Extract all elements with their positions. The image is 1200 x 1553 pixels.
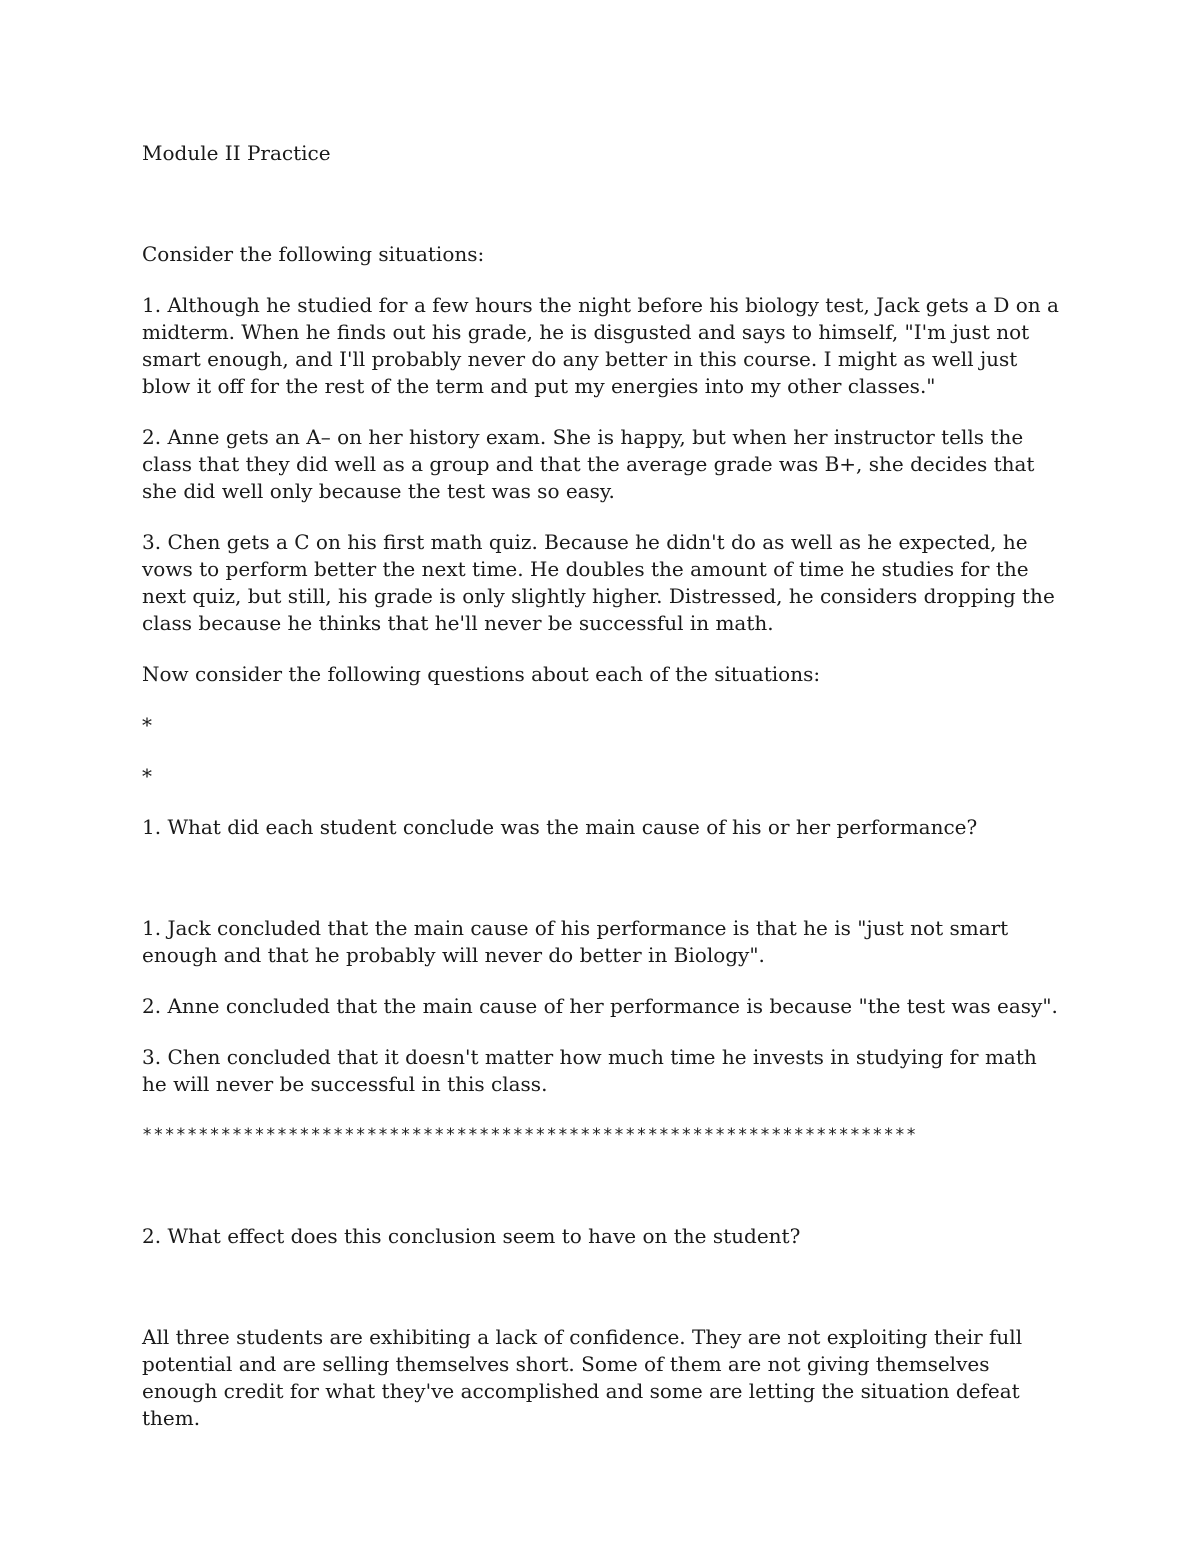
separator-line: ********************************************************************* (142, 1125, 918, 1145)
answer-2: All three students are exhibiting a lack of confidence. They are not exploiting their full potential and are selling themselves short. Some of them are not giving themselves enough credit for what they've accomplished and some are letting the situation defeat them. (142, 1325, 1023, 1430)
answer-1-anne: 2. Anne concluded that the main cause of her performance is because "the test was easy". (142, 994, 1058, 1018)
bullet-star: * (142, 713, 152, 737)
document-title: Module II Practice (142, 141, 331, 165)
situation-2: 2. Anne gets an A– on her history exam. She is happy, but when her instructor tells the class that they did well as a group and that the average grade was B+, she decides that she did well only because the test was so easy. (142, 425, 1035, 503)
question-1: 1. What did each student conclude was the main cause of his or her performance? (142, 815, 978, 839)
questions-intro: Now consider the following questions about each of the situations: (142, 662, 821, 686)
answer-1-jack: 1. Jack concluded that the main cause of his performance is that he is "just not smart enough and that he probably will never do better in Biology". (142, 916, 1009, 967)
answer-1-chen: 3. Chen concluded that it doesn't matter how much time he invests in studying for math he will never be successful in this class. (142, 1045, 1037, 1096)
intro-text: Consider the following situations: (142, 242, 485, 266)
situation-3: 3. Chen gets a C on his first math quiz. Because he didn't do as well as he expected, he vows to perform better the next time. He doubles the amount of time he studies for the next quiz, but still, his grade is only slightly higher. Distressed, he considers dropping the class because he thinks that he'll never be successful in math. (142, 530, 1055, 635)
situation-1: 1. Although he studied for a few hours the night before his biology test, Jack gets a D on a midterm. When he finds out his grade, he is disgusted and says to himself, "I'm just not smart enough, and I'll probably never do any better in this course. I might as well just blow it off for the rest of the term and put my energies into my other classes." (142, 293, 1059, 398)
question-2: 2. What effect does this conclusion seem to have on the student? (142, 1224, 801, 1248)
bullet-star: * (142, 764, 152, 788)
document-page (142, 140, 1062, 1432)
